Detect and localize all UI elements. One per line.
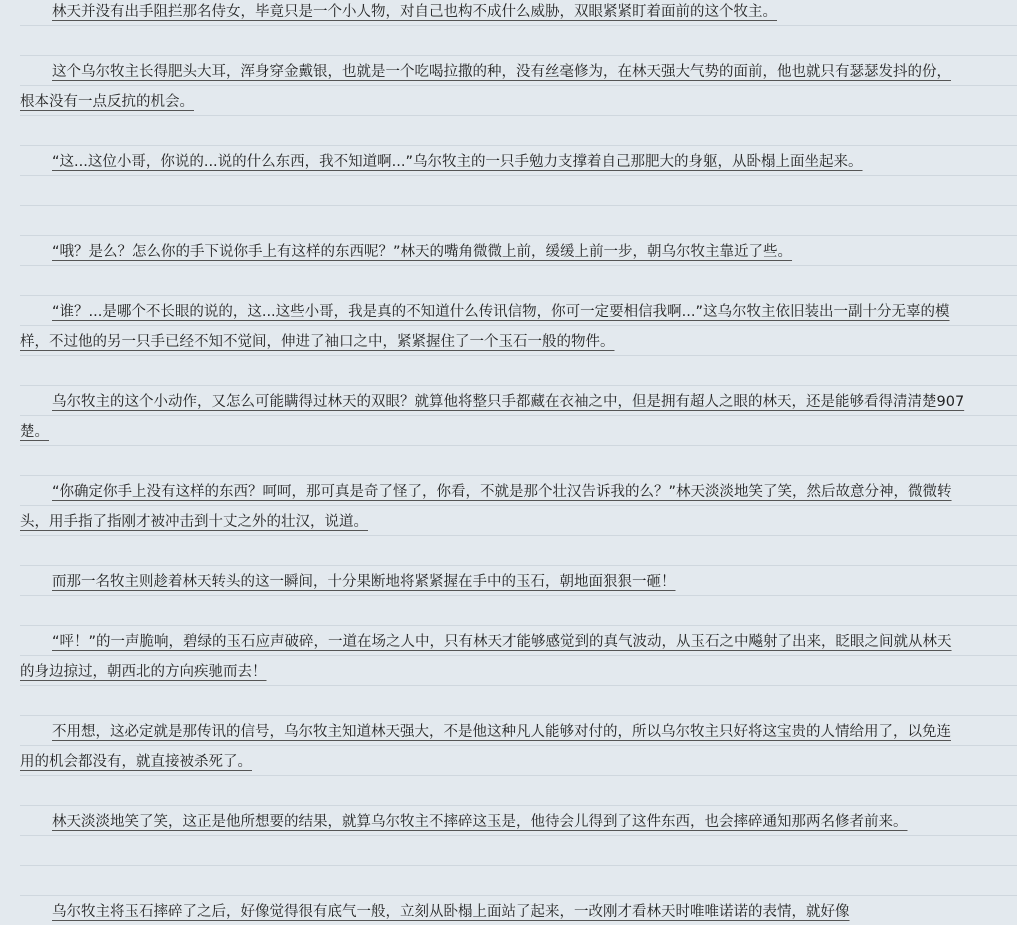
paragraph (20, 897, 965, 925)
paragraph-text: “哦？是么？怎么你的手下说你手上有这样的东西呢？”林天的嘴角微微上前，缓缓上前一步，朝乌尔牧主靠近了些。 (52, 244, 793, 260)
paragraph (20, 717, 965, 777)
paragraph (20, 627, 965, 687)
paragraph-text: “呯！”的一声脆响，碧绿的玉石应声破碎，一道在场之人中，只有林天才能够感觉到的真气波动，从玉石之中飚射了出来，眨眼之间就从林天的身边掠过，朝西北的方向疾驰而去！ (20, 634, 952, 680)
paragraph (20, 237, 965, 267)
paragraph (20, 387, 965, 447)
paragraph-text: 而那一名牧主则趁着林天转头的这一瞬间，十分果断地将紧紧握在手中的玉石，朝地面狠狠一砸！ (52, 574, 676, 590)
paragraph-text: “谁？...是哪个不长眼的说的，这...这些小哥，我是真的不知道什么传讯信物，你可一定要相信我啊...”这乌尔牧主依旧装出一副十分无辜的模样，不过他的另一只手已经不知不觉间，伸进了袖口之中，紧紧握住了一个玉石一般的物件。 (20, 304, 950, 350)
paragraph-text: 不用想，这必定就是那传讯的信号，乌尔牧主知道林天强大，不是他这种凡人能够对付的，所以乌尔牧主只好将这宝贵的人情给用了，以免连用的机会都没有，就直接被杀死了。 (20, 724, 951, 770)
paragraph-text: 乌尔牧主的这个小动作，又怎么可能瞒得过林天的双眼？就算他将整只手都藏在衣袖之中，但是拥有超人之眼的林天，还是能够看得清清楚907楚。 (20, 394, 965, 440)
paragraph (20, 567, 965, 597)
paragraph-text: 林天并没有出手阻拦那名侍女，毕竟只是一个小人物，对自己也构不成什么威胁，双眼紧紧盯着面前的这个牧主。 (52, 4, 777, 20)
paragraph (20, 0, 965, 27)
paragraph (20, 807, 965, 837)
paragraph (20, 297, 965, 357)
paragraph-text: “你确定你手上没有这样的东西？呵呵，那可真是奇了怪了，你看，不就是那个壮汉告诉我的么？”林天淡淡地笑了笑，然后故意分神，微微转头，用手指了指刚才被冲击到十丈之外的壮汉，说道。 (20, 484, 952, 530)
paragraph-text: 这个乌尔牧主长得肥头大耳，浑身穿金戴银，也就是一个吃喝拉撒的种，没有丝毫修为，在林天强大气势的面前，他也就只有瑟瑟发抖的份，根本没有一点反抗的机会。 (20, 64, 951, 110)
paragraph-text: “这...这位小哥，你说的...说的什么东西，我不知道啊...”乌尔牧主的一只手勉力支撑着自己那肥大的身躯，从卧榻上面坐起来。 (52, 154, 863, 170)
paragraph (20, 477, 965, 537)
paragraph-text: 林天淡淡地笑了笑，这正是他所想要的结果，就算乌尔牧主不摔碎这玉是，他待会儿得到了这件东西，也会摔碎通知那两名修者前来。 (52, 814, 908, 830)
paragraph-text: 乌尔牧主将玉石摔碎了之后，好像觉得很有底气一般，立刻从卧榻上面站了起来，一改刚才看林天时唯唯诺诺的表情，就好像 (52, 904, 850, 920)
paragraph (20, 147, 965, 177)
paragraph (20, 57, 965, 117)
